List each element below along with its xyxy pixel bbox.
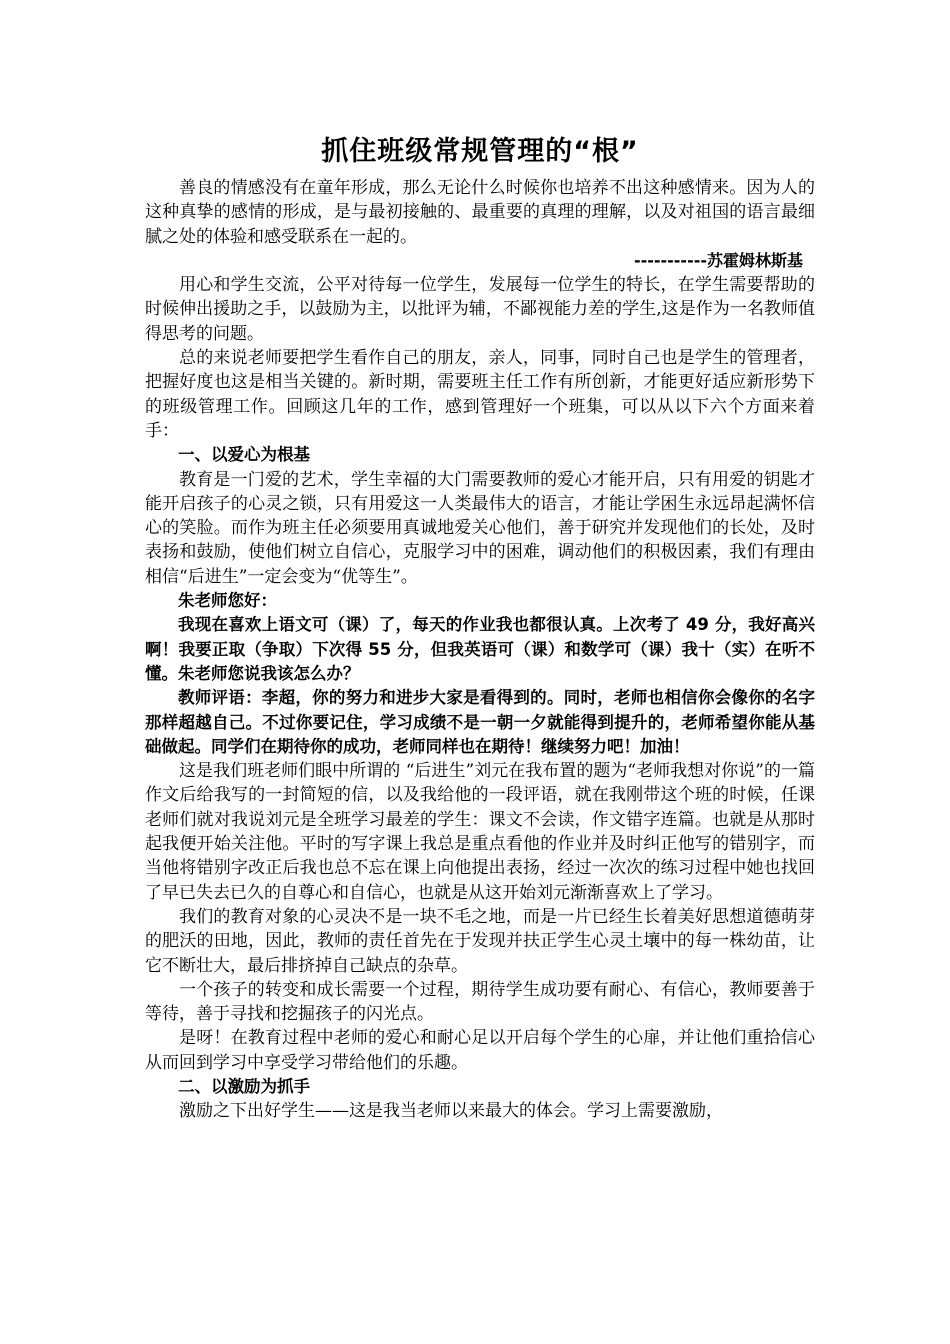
epigraph-attribution: -----------苏霍姆林斯基 [633, 250, 803, 270]
letter-body: 我现在喜欢上语文可（课）了，每天的作业我也都很认真。上次考了 49 分，我好高兴啊！我要正取（争取）下次得 55 分，但我英语可（课）和数学可（课）我十（实）在听不懂。朱老师您说我该怎么办？ [145, 615, 815, 683]
section-heading-2: 二、以激励为抓手 [178, 1076, 310, 1096]
section1-paragraph-4: 一个孩子的转变和成长需要一个过程，期待学生成功要有耐心、有信心，教师要善于等待，善于寻找和挖掘孩子的闪光点。 [145, 979, 815, 1025]
document-body [145, 132, 815, 1124]
section1-paragraph-3: 我们的教育对象的心灵决不是一块不毛之地，而是一片已经生长着美好思想道德萌芽的肥沃的田地，因此，教师的责任首先在于发现并扶正学生心灵土壤中的每一株幼苗，让它不断壮大，最后排挤掉自己缺点的杂草。 [145, 906, 815, 976]
intro-paragraph-2: 总的来说老师要把学生看作自己的朋友，亲人，同事，同时自己也是学生的管理者，把握好度也这是相当关键的。新时期，需要班主任工作有所创新，才能更好适应新形势下的班级管理工作。回顾这几年的工作，感到管理好一个班集，可以从以下六个方面来着手： [145, 348, 815, 441]
letter-greeting: 朱老师您好： [178, 591, 277, 611]
section2-paragraph-1: 激励之下出好学生——这是我当老师以来最大的体会。学习上需要激励， [179, 1101, 723, 1122]
page-title: 抓住班级常规管理的“根” [321, 136, 639, 167]
teacher-comment: 教师评语：李超，你的努力和进步大家是看得到的。同时，老师也相信你会像你的名字那样超越自己。不过你要记住，学习成绩不是一朝一夕就能得到提升的，老师希望你能从基础做起。同学们在期待你的成功，老师同样也在期待！继续努力吧！加油！ [145, 688, 815, 756]
section1-paragraph-2: 这是我们班老师们眼中所谓的 “后进生”刘元在我布置的题为“老师我想对你说”的一篇作文后给我写的一封简短的信，以及我给他的一段评语，就在我刚带这个班的时候，任课老师们就对我说刘元是全班学习最差的学生：课文不会读，作文错字连篇。也就是从那时起我便开始关注他。平时的写字课上我总是重点看他的作业并及时纠正他写的错别字，而当他将错别字改正后我也总不忘在课上向他提出表扬，经过一次次的练习过程中她也找回了早已失去已久的自尊心和自信心，也就是从这开始刘元渐渐喜欢上了学习。 [145, 761, 815, 903]
section1-paragraph-5: 是呀！在教育过程中老师的爱心和耐心足以开启每个学生的心扉，并让他们重拾信心从而回到学习中享受学习带给他们的乐趣。 [145, 1028, 815, 1073]
section-heading-1: 一、以爱心为根基 [178, 445, 310, 465]
section1-paragraph-1: 教育是一门爱的艺术，学生幸福的大门需要教师的爱心才能开启，只有用爱的钥匙才能开启孩子的心灵之锁，只有用爱这一人类最伟大的语言，才能让学困生永远昂起满怀信心的笑脸。而作为班主任必须要用真诚地爱关心他们，善于研究并发现他们的长处，及时表扬和鼓励，使他们树立自信心，克服学习中的困难，调动他们的积极因素，我们有理由相信“后进生”一定会变为“优等生”。 [145, 469, 815, 587]
intro-paragraph-1: 用心和学生交流，公平对待每一位学生，发展每一位学生的特长，在学生需要帮助的时候伸出援助之手，以鼓励为主，以批评为辅，不鄙视能力差的学生,这是作为一名教师值得思考的问题。 [145, 275, 815, 344]
epigraph-quote: 善良的情感没有在童年形成，那么无论什么时候你也培养不出这种感情来。因为人的这种真挚的感情的形成，是与最初接触的、最重要的真理的理解，以及对祖国的语言最细腻之处的体验和感受联系在一起的。 [145, 178, 815, 247]
